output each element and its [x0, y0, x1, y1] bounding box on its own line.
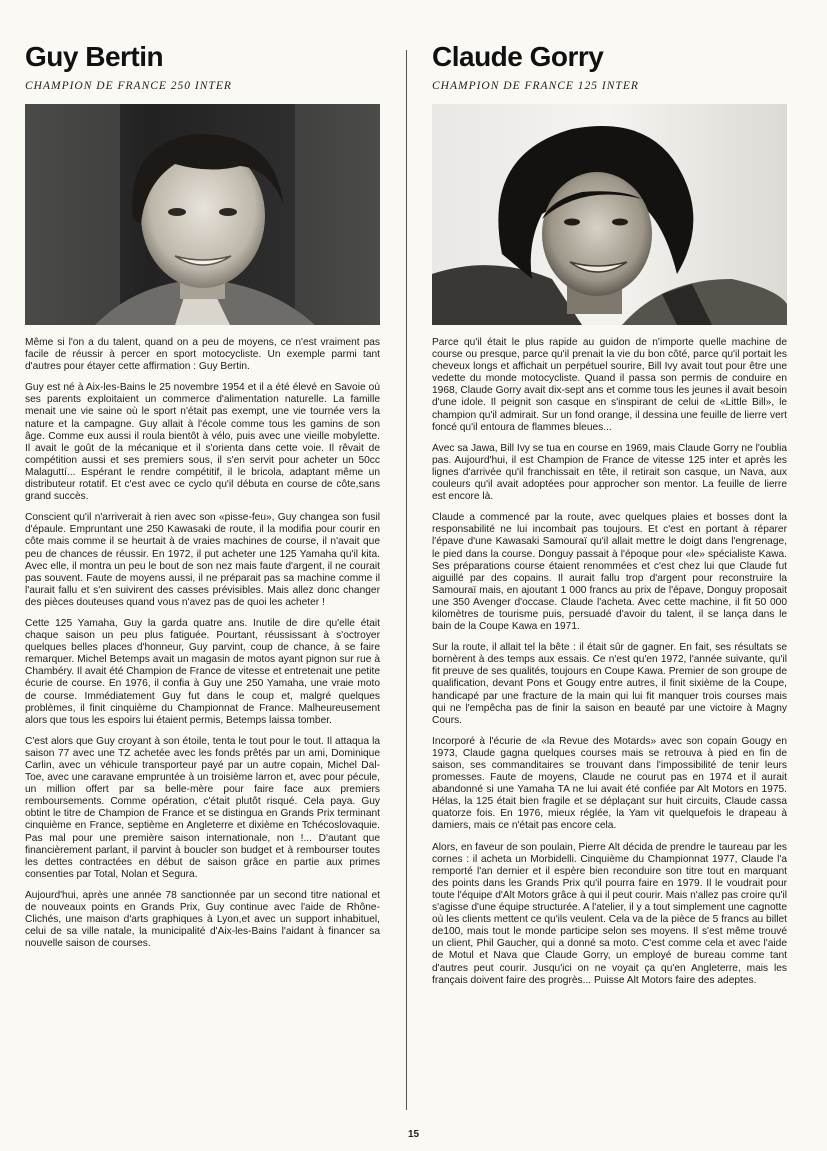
- paragraph: Sur la route, il allait tel la bête : il était sûr de gagner. En fait, ses résultats se bornèrent à des temps aux essais. Ce n'est qu'en 1972, l'année suivante, qu'il fit preuve de ses qualités, toujours en Coupe Kawa. Premier de son groupe de qualification, devant Pons et Gougy entre autres, il finit sixième de la Coupe, handicapé par une fracture de la main qui lui fit manquer trois courses mais qui ne l'empêcha pas de finir la saison en beauté par une victoire à Magny Cours.: [432, 642, 787, 726]
- paragraph: C'est alors que Guy croyant à son étoile, tenta le tout pour le tout. Il attaqua la saison 77 avec une TZ achetée avec les fonds prêtés par un ami, Dominique Carlin, avec un véhicule transporteur payé par un autre copain, Michel Dal-Toe, avec une caravane empruntée à un troisième larron et, avec pour pécule, un million offert par sa belle-mère pour faire face aux premiers remboursements. Comme opération, c'était plutôt risqué. Cela paya. Guy obtint le titre de Champion de France et se distingua en Grands Prix terminant cinquième en France, septième en Angleterre et dixième en Tchécoslovaquie. Pas mal pour une première saison internationale, non !... D'autant que financièrement parlant, il parvint à boucler son budget et à rembourser toutes les dettes contractées en début de saison grâce en partie aux primes consenties par Total, Nolan et Segura.: [25, 735, 380, 880]
- article-title: Guy Bertin: [25, 41, 164, 72]
- paragraph: Avec sa Jawa, Bill Ivy se tua en course en 1969, mais Claude Gorry ne l'oublia pas. Aujourd'hui, il est Champion de France de vitesse 125 inter et après les lignes d'arrivée qu'il franchissait en tête, il retirait son casque, un Nava, aux couleurs qu'il avait adoptées pour approcher son mentor. La feuille de lierre est encore là.: [432, 442, 787, 503]
- paragraph: Incorporé à l'écurie de «la Revue des Motards» avec son copain Gougy en 1973, Claude gagna quelques courses mais se retrouva à pied en fin de saison, ses commanditaires se trouvant dans l'impossibilité de tenir leurs promesses. Faute de moyens, Claude ne courut pas en 1974 et il aurait abandonné si une Yamaha TA ne lui avait été confiée par Alt Motors en 1975. Hélas, la 125 était bien fragile et se déplaçant sur huit circuits, Claude cassa quatorze fois. En 1976, mieux réglée, la Yam vit quelquefois le drapeau à damiers, mais ce n'était pas encore cela.: [432, 735, 787, 832]
- paragraph: Parce qu'il était le plus rapide au guidon de n'importe quelle machine de course ou presque, parce qu'il prenait la vie du bon côté, parce qu'il portait les cheveux longs et affichait un perpétuel sourire, Bill Ivy avait tout pour être une vedette du monde motocycliste. Quand il passa son permis de conduire en 1968, Claude Gorry avait dix-sept ans et comme tous les jeunes il avait besoin d'une idole. Il peignit son casque en s'inspirant de celui de «Little Bill», le champion qu'il admirait. Sur un fond orange, il dessina une feuille de lierre vert foncé qu'il entoura de flammes bleues...: [432, 337, 787, 433]
- paragraph: Aujourd'hui, après une année 78 sanctionnée par un second titre national et de nouveaux points en Grands Prix, Guy continue avec l'aide de Rhône-Clichés, une maison d'arts graphiques à Lyon,et avec un support inhabituel, celui de sa ville natale, la municipalité d'Aix-les-Bains l'aidant à financer sa nouvelle saison de courses.: [25, 889, 380, 950]
- paragraph: Cette 125 Yamaha, Guy la garda quatre ans. Inutile de dire qu'elle était chaque saison un peu plus fatiguée. Pourtant, réussissant à s'octroyer quelques belles places d'honneur, Guy parvint, coup de chance, à se faire remarquer. Michel Betemps avait un magasin de motos ayant pignon sur rue à Chambéry. Il avait été Champion de France de vitesse et entretenait une petite écurie de course. En 1976, il confia à Guy une 250 Yamaha, une vraie moto de course. Immédiatement Guy fut dans le coup et, malgré quelques problèmes, il finit cinquième du Championnat de France. Malheureusement alors que tous les espoirs lui étaient permis, Betemps laissa tomber.: [25, 617, 380, 726]
- paragraph: Claude a commencé par la route, avec quelques plaies et bosses dont la responsabilité ne lui incombait pas toujours. Et c'est en portant à réparer l'épave d'une Kawasaki Samouraï qu'il allait mettre le doigt dans l'engrenage, le pied dans la course. Donguy passait à l'époque pour «le» spécialiste Kawa. Ses préparations course étaient renommées et c'est chez lui que Claude fut aiguillé par des copains. Il aurait fallu trop d'argent pour reconstruire la Samouraï mais, en ajoutant 1 000 francs au prix de l'épave, Donguy proposait une 350 Avenger d'occase. Claude l'acheta. Avec cette machine, il fit 50 000 kilomètres de tourisme puis, persuadé d'avoir du talent, il se lança dans le bain de la Coupe Kawa en 1971.: [432, 512, 787, 633]
- paragraph: Conscient qu'il n'arriverait à rien avec son «pisse-feu», Guy changea son fusil d'épaule. Empruntant une 250 Kawasaki de route, il la modifia pour courir en côte mais comme il se heurtait à de vraies machines de course, il n'avait que peu de chances de réussir. En 1972, il put acheter une 125 Yamaha qu'il kita. Avec elle, il montra un peu le bout de son nez mais faute d'argent, il ne courait pas souvent. Faute de moyens aussi, il ne préparait pas sa machine comme il l'aurait fallu et s'en suivirent des casses prévisibles. Mais allez donc changer des pièces douteuses quand vous n'avez pas de quoi les acheter !: [25, 512, 380, 608]
- column-divider: [406, 50, 407, 1110]
- paragraph: Guy est né à Aix-les-Bains le 25 novembre 1954 et il a été élevé en Savoie où ses parents exploitaient un commerce d'alimentation naturelle. La famille menait une vie saine où le sport n'était pas exempt, une vie tournée vers la nature et la campagne. Guy allait à l'école comme tous les gamins de son âge. Comme eux aussi il roula bientôt à vélo, puis avec une vieille mobylette. Il avait le goût de la mécanique et il s'orienta dans cette voie. Il rêvait de compétition aussi et ses premiers sous, il s'en servit pour acheter un 50cc Malaguttí... Espérant le rendre compétitif, il le bricola, adaptant même un distributeur rotatif. Et c'est avec ce cyclo qu'il débuta en course de côte,sans grand succès.: [25, 382, 380, 503]
- article-body: [25, 337, 380, 950]
- paragraph: Même si l'on a du talent, quand on a peu de moyens, ce n'est vraiment pas facile de réussir à percer en sport motocycliste. Un exemple parmi tant d'autres pour étayer cette affirmation : Guy Bertin.: [25, 337, 380, 373]
- article-claude-gorry: [432, 40, 787, 996]
- article-subtitle: CHAMPION DE FRANCE 250 INTER: [25, 80, 232, 92]
- article-title: Claude Gorry: [432, 41, 604, 72]
- page-number: 15: [407, 1129, 420, 1140]
- portrait-photo: [432, 104, 787, 325]
- article-subtitle: CHAMPION DE FRANCE 125 INTER: [432, 80, 639, 92]
- paragraph: Alors, en faveur de son poulain, Pierre Alt décida de prendre le taureau par les cornes : il acheta un Morbidelli. Cinquième du Championnat 1977, Claude l'a remporté l'an dernier et il espère bien reconduire son titre tout en marquant des points dans les Grands Prix qu'il pourra faire en 1979. Il le voudrait pour toute l'équipe d'Alt Motors grâce à qui il peut courir. Mais n'allez pas croire qu'il s'agisse d'une équipe structurée. A l'atelier, il y a tout simplement une cagnotte où les clients mettent ce qu'ils veulent. Cela va de la pièce de 5 francs au billet de100, mais tout le monde participe selon ses moyens. Il s'est même trouvé un client, Phil Gaucher, qui a donné sa moto. C'est comme cela et avec l'aide de Motul et Nava que Claude Gorry, un employé de bureau comme tant d'autres peut courir. Jusqu'ici on ne voyait ça qu'en Angleterre, mais les français doivent faire des progrès... Puisse Alt Motors faire des adeptes.: [432, 841, 787, 986]
- article-body: [432, 337, 787, 987]
- portrait-photo: [25, 104, 380, 325]
- article-guy-bertin: [25, 40, 380, 959]
